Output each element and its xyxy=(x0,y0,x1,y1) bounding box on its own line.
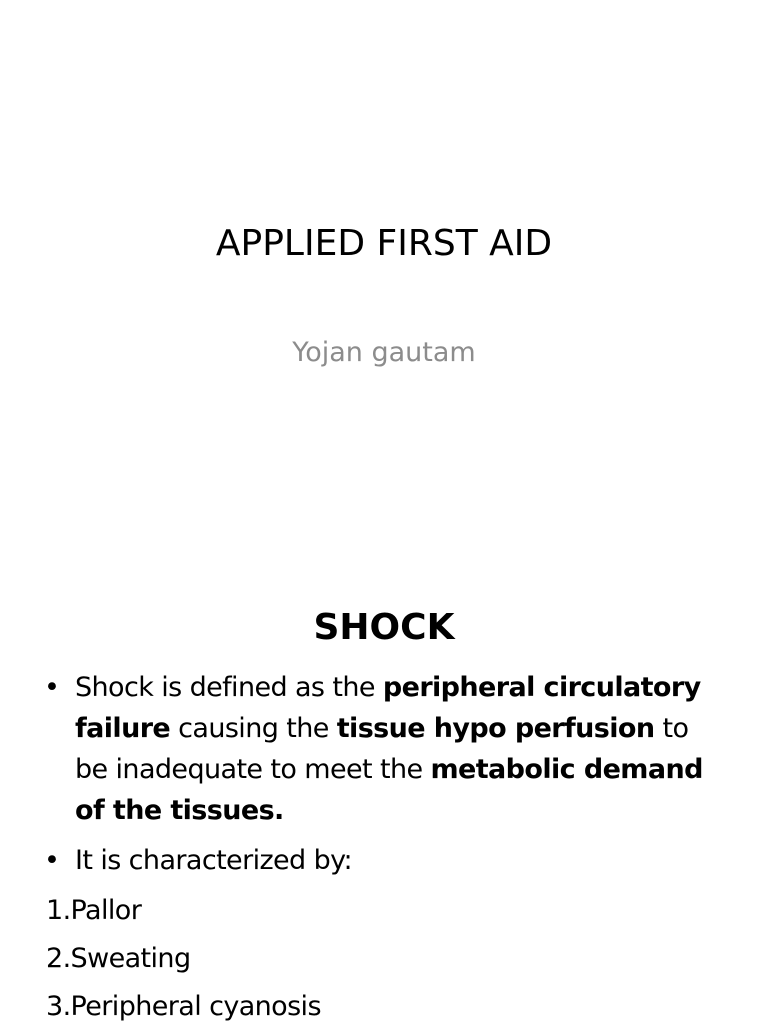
bullet-text: Shock is defined as the xyxy=(75,672,383,703)
slide-content xyxy=(0,667,768,1034)
slide-subtitle: Yojan gautam xyxy=(292,337,476,368)
section-heading: SHOCK xyxy=(313,607,455,648)
bullet-definition xyxy=(0,667,768,831)
bold-term: tissue hypo perfusion xyxy=(336,713,655,744)
list-item-pallor: 1.Pallor xyxy=(46,895,142,926)
bullet-marker: • xyxy=(44,845,60,876)
bold-term: metabolic demand of the tissues. xyxy=(75,754,703,826)
bullet-text: It is characterized by: xyxy=(75,845,353,876)
bullet-text: to be inadequate to meet the xyxy=(75,713,689,785)
slide-title: APPLIED FIRST AID xyxy=(215,223,553,264)
list-item-cyanosis: 3.Peripheral cyanosis xyxy=(46,991,321,1022)
bullet-text: causing the xyxy=(170,713,337,744)
bold-term: peripheral circulatory failure xyxy=(75,672,701,744)
list-item-sweating: 2.Sweating xyxy=(46,943,191,974)
bullet-marker: • xyxy=(44,672,60,703)
bullet-characterized xyxy=(0,840,768,881)
